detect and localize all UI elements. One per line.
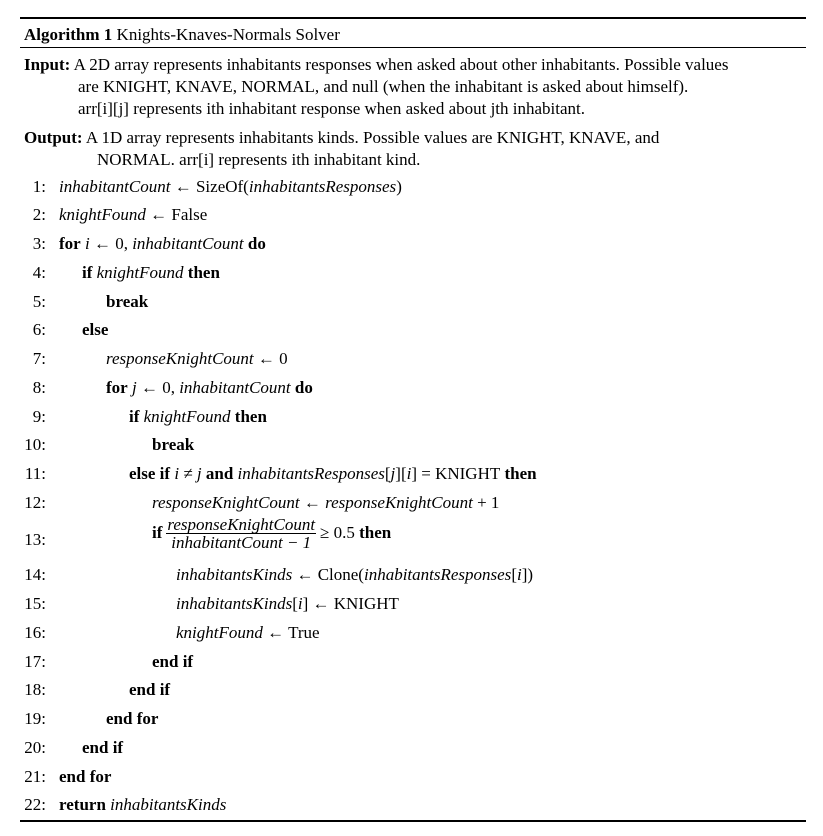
code-token: i	[80, 234, 90, 253]
code-token: knightFound	[92, 263, 184, 282]
output-block	[24, 127, 659, 171]
code-token: then	[183, 263, 220, 282]
code-token: ← False	[145, 205, 208, 224]
input-line-1: A 2D array represents inhabitants responses when asked about other inhabitants. Possible values	[73, 55, 729, 74]
line-number: 12:	[24, 493, 46, 512]
line-code	[152, 516, 391, 552]
code-token: responseKnightCount	[106, 349, 254, 368]
line-code	[82, 737, 123, 759]
line-number: 16:	[24, 623, 46, 642]
code-token: knightFound	[139, 407, 231, 426]
line-code	[152, 434, 194, 456]
code-token: i	[297, 594, 303, 613]
code-token: if	[129, 407, 140, 426]
input-block	[24, 54, 728, 120]
code-token: ] = KNIGHT	[411, 464, 501, 483]
code-token: ][	[395, 464, 407, 483]
line-code	[59, 204, 207, 226]
code-token: inhabitantsKinds	[176, 594, 293, 613]
code-token: i	[516, 565, 522, 584]
line-code	[106, 708, 158, 730]
line-number: 21:	[24, 767, 46, 786]
code-token: [	[384, 464, 391, 483]
line-number: 2:	[32, 205, 46, 224]
line-number: 19:	[24, 709, 46, 728]
code-token: inhabitantsResponses	[248, 177, 397, 196]
code-token: [	[292, 594, 298, 613]
code-token: for	[59, 234, 81, 253]
code-token: end if	[152, 652, 194, 671]
code-token: if	[82, 263, 93, 282]
code-token: knightFound	[176, 623, 263, 642]
code-token: end for	[106, 709, 159, 728]
code-token: break	[152, 435, 195, 454]
output-label: Output:	[24, 128, 83, 147]
line-code	[106, 377, 313, 399]
line-code	[59, 233, 266, 255]
line-number: 18:	[24, 680, 46, 699]
code-token: ← SizeOf(	[170, 177, 249, 196]
line-number: 1:	[32, 177, 46, 196]
code-token: break	[106, 292, 149, 311]
algorithm-header	[24, 25, 340, 45]
line-number: 14:	[24, 565, 46, 584]
algorithm-title: Knights-Knaves-Normals Solver	[116, 25, 340, 44]
code-token: ←	[299, 493, 326, 512]
code-token: inhabitantCount	[59, 177, 171, 196]
line-code	[129, 679, 170, 701]
fraction-denominator: inhabitantCount − 1	[171, 533, 312, 552]
line-number: 11:	[24, 464, 46, 483]
header-rule	[20, 47, 806, 48]
line-number: 7:	[32, 349, 46, 368]
code-token: do	[290, 378, 313, 397]
line-number: 4:	[32, 263, 46, 282]
line-code	[176, 564, 533, 586]
code-token: inhabitantCount	[132, 234, 244, 253]
line-number: 9:	[32, 407, 46, 426]
line-number: 6:	[32, 320, 46, 339]
line-code	[176, 593, 399, 615]
code-token: return	[59, 795, 106, 814]
line-code	[152, 492, 499, 514]
code-token: then	[230, 407, 267, 426]
code-token: inhabitantCount	[179, 378, 291, 397]
code-token: [	[511, 565, 517, 584]
code-token: + 1	[472, 493, 500, 512]
line-code	[59, 794, 226, 816]
code-token: end for	[59, 767, 112, 786]
code-token: then	[354, 522, 392, 542]
code-token: else if	[129, 464, 171, 483]
line-number: 15:	[24, 594, 46, 613]
line-number: 5:	[32, 292, 46, 311]
line-code	[82, 262, 220, 284]
code-token: then	[500, 464, 537, 483]
line-number: 8:	[32, 378, 46, 397]
fraction-numerator: responseKnightCount	[167, 515, 316, 534]
code-token: if	[152, 522, 163, 542]
top-rule	[20, 17, 806, 19]
line-number: 3:	[32, 234, 46, 253]
code-token: inhabitantsKinds	[176, 565, 293, 584]
code-token: inhabitantsResponses	[233, 464, 385, 483]
line-number: 20:	[24, 738, 46, 757]
line-code	[82, 319, 108, 341]
code-token: j	[390, 464, 396, 483]
output-line-1: A 1D array represents inhabitants kinds. Possible values are KNIGHT, KNAVE, and	[85, 128, 660, 147]
algorithm-label: Algorithm 1	[24, 25, 113, 44]
fraction	[166, 516, 316, 552]
code-token: for	[106, 378, 128, 397]
input-label: Input:	[24, 55, 71, 74]
code-token: i ≠ j	[170, 464, 202, 483]
code-token: inhabitantsKinds	[105, 795, 227, 814]
line-code	[129, 463, 537, 485]
line-code	[176, 622, 320, 644]
code-token: do	[243, 234, 266, 253]
code-token: i	[406, 464, 412, 483]
code-token: ])	[521, 565, 534, 584]
input-line-2: are KNIGHT, KNAVE, NORMAL, and null (when the inhabitant is asked about himself).	[78, 77, 689, 96]
code-token: responseKnightCount	[152, 493, 300, 512]
code-token: ← 0	[253, 349, 288, 368]
code-token: )	[396, 177, 402, 196]
line-code	[59, 766, 111, 788]
code-token: inhabitantsResponses	[363, 565, 512, 584]
line-code	[106, 348, 288, 370]
line-number: 10:	[24, 435, 46, 454]
line-number: 13:	[24, 530, 46, 549]
input-line-3: arr[i][j] represents ith inhabitant response when asked about jth inhabitant.	[78, 99, 586, 118]
code-token: else	[82, 320, 109, 339]
code-token: ] ← KNIGHT	[302, 594, 399, 613]
bottom-rule	[20, 820, 806, 822]
line-number: 22:	[24, 795, 46, 814]
line-code	[106, 291, 148, 313]
code-token: knightFound	[59, 205, 146, 224]
code-token: ← 0,	[136, 378, 180, 397]
line-code	[59, 176, 402, 198]
code-token: end if	[82, 738, 124, 757]
code-token: ≥ 0.5	[320, 522, 355, 542]
code-token: ← Clone(	[292, 565, 364, 584]
output-line-2: NORMAL. arr[i] represents ith inhabitant kind.	[97, 150, 421, 169]
line-code	[129, 406, 267, 428]
line-code	[152, 651, 193, 673]
code-token: end if	[129, 680, 171, 699]
code-token: and	[201, 464, 234, 483]
code-token: j	[127, 378, 137, 397]
code-token: responseKnightCount	[325, 493, 473, 512]
line-number: 17:	[24, 652, 46, 671]
code-token: ← True	[262, 623, 320, 642]
code-token: ← 0,	[89, 234, 133, 253]
